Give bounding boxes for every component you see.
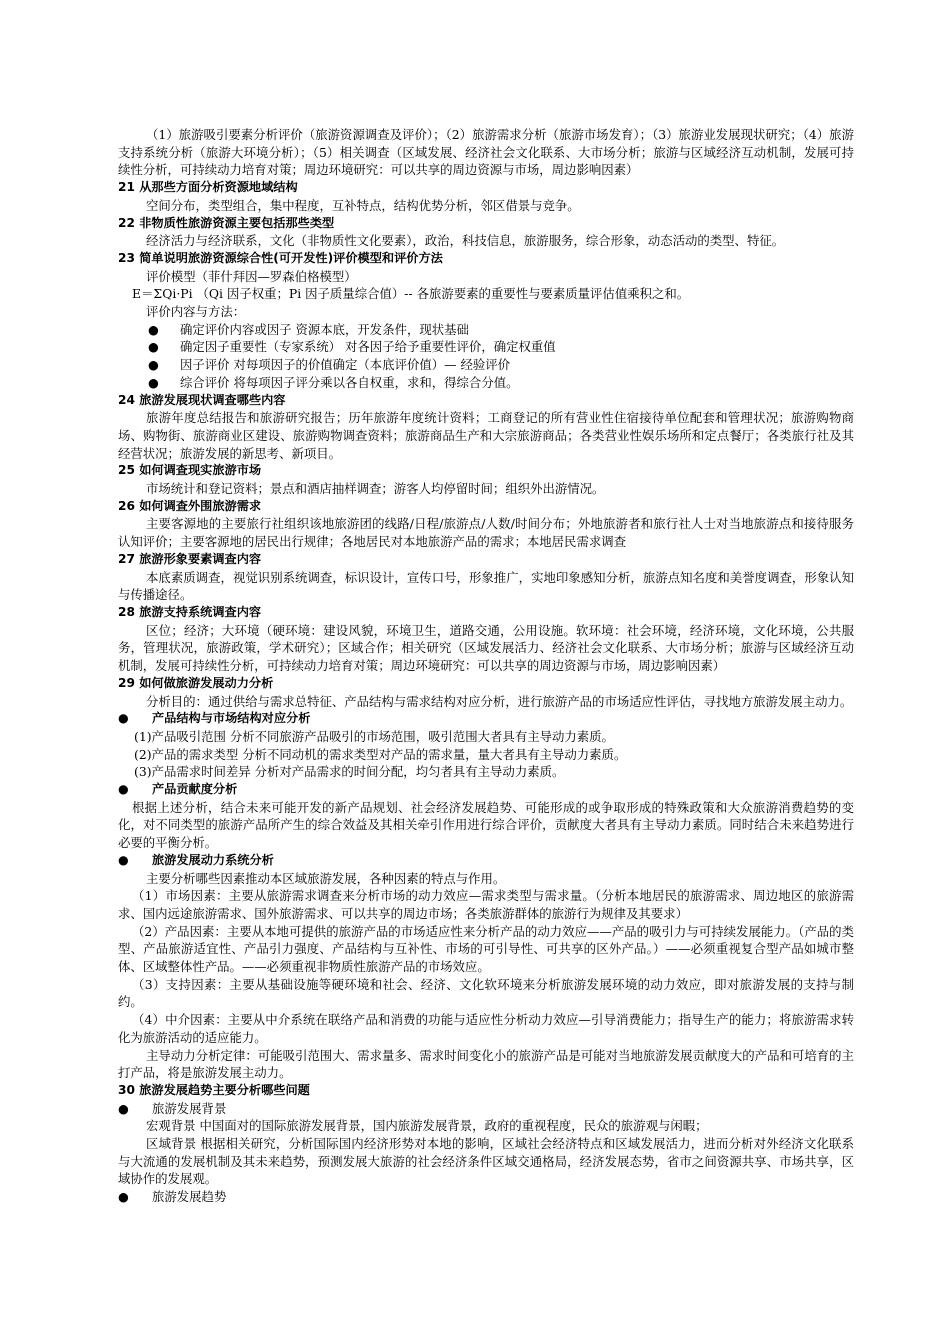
bullet-icon: ● xyxy=(148,321,159,337)
section-title-text: 产品贡献度分析 xyxy=(152,782,238,797)
q26-body: 主要客源地的主要旅行社组织该地旅游团的线路/日程/旅游点/人数/时间分布；外地旅游者和旅行社人士对当地旅游点和接待服务认知评价；主要客源地的居民出行规律；各地居民对本地旅游产品的需求；本地居民需求调查 xyxy=(118,516,854,550)
q28-heading: 28 旅游支持系统调查内容 xyxy=(118,604,262,619)
q29-sec3-factor: （4）中介因素：主要从中介系统在联络产品和消费的功能与适应性分析动力效应—引导消费能力；指导生产的能力；将旅游需求转化为旅游活动的适应能力。 xyxy=(118,1012,854,1045)
q27-heading: 27 旅游形象要素调查内容 xyxy=(118,551,262,566)
section-title-text: 旅游发展背景 xyxy=(152,1100,227,1116)
q29-sec1-item: (3)产品需求时间差异 分析对产品需求的时间分配，均匀者具有主导动力素质。 xyxy=(134,764,565,780)
q29-sec3-lead: 主要分析哪些因素推动本区域旅游发展，各种因素的特点与作用。 xyxy=(146,870,506,886)
q29-purpose: 分析目的：通过供给与需求总特征、产品结构与需求结构对应分析，进行旅游产品的市场适应性评估，寻找地方旅游发展主动力。 xyxy=(146,693,853,709)
q29-sec1-title xyxy=(118,710,854,728)
q24-heading: 24 旅游发展现状调查哪些内容 xyxy=(118,392,286,407)
q29-sec3-conclusion: 主导动力分析定律：可能吸引范围大、需求量多、需求时间变化小的旅游产品是可能对当地旅游发展贡献度大的产品和可培育的主打产品，将是旅游发展主动力。 xyxy=(118,1047,854,1081)
q29-sec3-factor: （3）支持因素：主要从基础设施等硬环境和社会、经济、文化软环境来分析旅游发展环境的动力效应，即对旅游发展的支持与制约。 xyxy=(118,976,854,1010)
q22-body: 经济活力与经济联系，文化（非物质性文化要素），政治，科技信息，旅游服务，综合形象，动态活动的类型、特征。 xyxy=(146,233,785,249)
bullet-text: 确定因子重要性（专家系统） 对各因子给予重要性评价，确定权重值 xyxy=(180,339,556,355)
q23-formula: E＝ΣQi·Pi （Qi 因子权重；Pi 因子质量综合值）-- 各旅游要素的重要性与要素质量评估值乘积之和。 xyxy=(132,286,690,302)
q29-sec1-item: (2)产品的需求类型 分析不同动机的需求类型对产品的需求量，量大者具有主导动力素质。 xyxy=(134,746,627,762)
bullet-text: 综合评价 将每项因子评分乘以各自权重，求和，得综合分值。 xyxy=(180,374,519,390)
q26-heading: 26 如何调查外围旅游需求 xyxy=(118,498,262,513)
bullet-icon: ● xyxy=(148,339,159,355)
q22-heading: 22 非物质性旅游资源主要包括那些类型 xyxy=(118,215,335,230)
bullet-icon: ● xyxy=(118,1100,129,1116)
section-title-text: 旅游发展趋势 xyxy=(152,1189,227,1205)
q30-heading: 30 旅游发展趋势主要分析哪些问题 xyxy=(118,1082,310,1097)
q29-heading: 29 如何做旅游发展动力分析 xyxy=(118,675,274,690)
q30-regional: 区域背景 根据相关研究，分析国际国内经济形势对本地的影响，区域社会经济特点和区域发展活力，进而分析对外经济文化联系与大流通的发展机制及其未来趋势，预测发展大旅游的社会经济条件区域交通格局，经济发展态势，省市之间资源共享、市场共享，区域协作的发展观。 xyxy=(118,1136,854,1187)
q29-sec1-item: (1)产品吸引范围 分析不同旅游产品吸引的市场范围，吸引范围大者具有主导动力素质。 xyxy=(134,728,614,744)
q29-sec3-title xyxy=(118,852,854,870)
bullet-text: 因子评价 对每项因子的价值确定（本底评价值）— 经验评价 xyxy=(180,357,511,373)
bullet-icon: ● xyxy=(148,374,159,390)
q30-trend-title xyxy=(118,1188,854,1206)
bullet-icon: ● xyxy=(118,1189,129,1205)
q23-heading: 23 简单说明旅游资源综合性(可开发性)评价模型和评价方法 xyxy=(118,250,443,265)
bullet-icon: ● xyxy=(118,711,129,726)
bullet-icon: ● xyxy=(118,782,129,797)
q28-body: 区位；经济；大环境（硬环境：建设风貌，环境卫生，道路交通，公用设施。软环境：社会环境，经济环境，文化环境，公共服务，管理状况，旅游政策，学术研究）；区域合作；相关研究（区域发展活力、经济社会文化联系、大市场分析；旅游与区域经济互动机制，发展可持续性分析，可持续动力培育对策；周边环境研究：可以共享的周边资源与市场，周边影响因素） xyxy=(118,622,854,674)
q25-body: 市场统计和登记资料；景点和酒店抽样调查；游客人均停留时间；组织外出游情况。 xyxy=(146,481,605,497)
q29-sec2-body: 根据上述分析，结合未来可能开发的新产品规划、社会经济发展趋势、可能形成的或争取形成的特殊政策和大众旅游消费趋势的变化，对不同类型的旅游产品所产生的综合效益及其相关牵引作用进行综合评价，贡献度大者具有主导动力素质。同时结合未来趋势进行必要的平衡分析。 xyxy=(118,799,854,851)
q30-bg-title xyxy=(118,1100,854,1118)
section-title-text: 产品结构与市场结构对应分析 xyxy=(152,711,311,726)
document-page xyxy=(118,126,854,1206)
q29-sec3-factor: （2）产品因素：主要从本地可提供的旅游产品的市场适应性来分析产品的动力效应——产品的吸引力与可持续发展能力。（产品的类型、产品旅游适宜性、产品引力强度、产品结构与互补性、市场的可引导性、可共享的区外产品。）——必须重视复合型产品如城市整体、区域整体性产品。——必须重视非物质性旅游产品的市场效应。 xyxy=(118,923,854,975)
q23-bullet-item xyxy=(118,338,854,356)
q30-macro: 宏观背景 中国面对的国际旅游发展背景，国内旅游发展背景，政府的重视程度，民众的旅游观与闲暇； xyxy=(146,1118,708,1134)
intro-paragraph: （1）旅游吸引要素分析评价（旅游资源调查及评价）；（2）旅游需求分析（旅游市场发育）；（3）旅游业发展现状研究；（4）旅游支持系统分析（旅游大环境分析）；（5）相关调查（区域发展、经济社会文化联系、大市场分析；旅游与区域经济互动机制，发展可持续性分析，可持续动力培育对策；周边环境研究：可以共享的周边资源与市场，周边影响因素） xyxy=(118,127,854,178)
q21-heading: 21 从那些方面分析资源地域结构 xyxy=(118,180,298,195)
q24-body: 旅游年度总结报告和旅游研究报告；历年旅游年度统计资料；工商登记的所有营业性住宿接待单位配套和管理状况；旅游购物商场、购物街、旅游商业区建设、旅游购物调查资料；旅游商品生产和大宗旅游商品；各类营业性娱乐场所和定点餐厅；各类旅行社及其经营状况；旅游发展的新思考、新项目。 xyxy=(118,410,854,461)
q23-model: 评价模型（菲什拜因—罗森伯格模型） xyxy=(146,268,357,284)
section-title-text: 旅游发展动力系统分析 xyxy=(152,852,274,867)
q23-bullet-item xyxy=(118,356,854,374)
bullet-icon: ● xyxy=(148,357,159,373)
q27-body: 本底素质调查，视觉识别系统调查，标识设计，宣传口号，形象推广，实地印象感知分析，旅游点知名度和美誉度调查，形象认知与传播途径。 xyxy=(118,569,854,603)
bullet-text: 确定评价内容或因子 资源本底，开发条件，现状基础 xyxy=(180,321,469,337)
q21-body: 空间分布，类型组合，集中程度，互补特点，结构优势分析，邻区借景与竞争。 xyxy=(146,197,580,213)
q25-heading: 25 如何调查现实旅游市场 xyxy=(118,463,262,478)
q29-sec3-factor: （1）市场因素：主要从旅游需求调查来分析市场的动力效应—需求类型与需求量。（分析本地居民的旅游需求、周边地区的旅游需求、国内远途旅游需求、国外旅游需求、可以共享的周边市场；各类旅游群体的旅游行为规律及其要求） xyxy=(118,888,854,921)
q23-bullet-item xyxy=(118,321,854,339)
q29-sec2-title xyxy=(118,781,854,799)
q23-bullet-item xyxy=(118,374,854,392)
q23-content-label: 评价内容与方法： xyxy=(146,304,246,320)
bullet-icon: ● xyxy=(118,852,129,867)
